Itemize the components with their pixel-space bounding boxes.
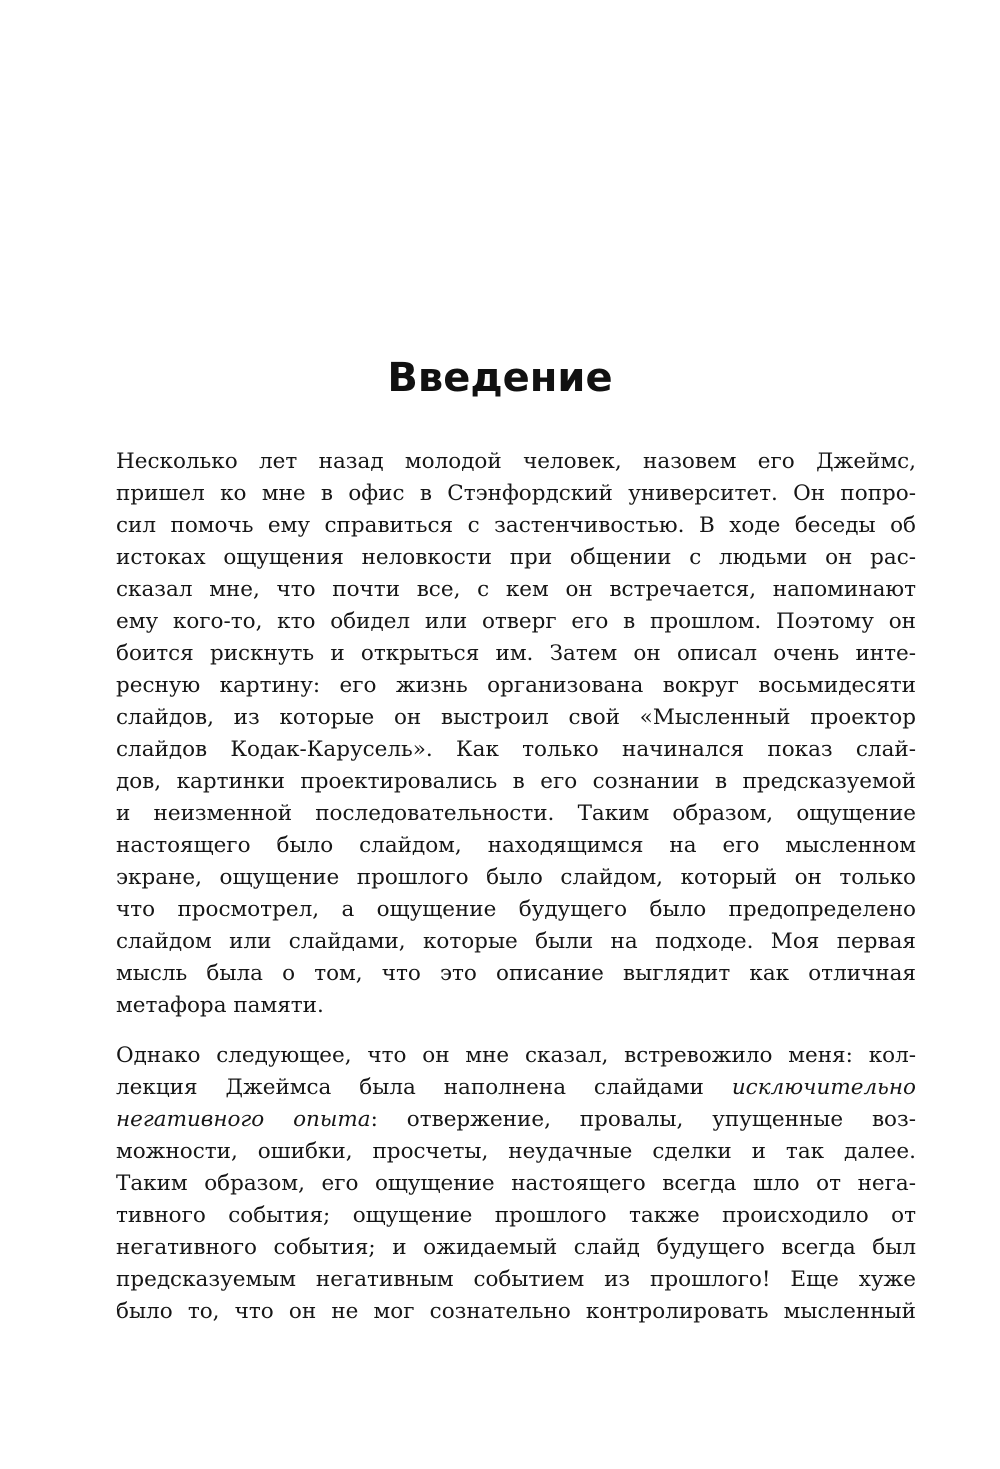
text-line: метафора памяти. [116,993,324,1018]
chapter-title: Введение [387,355,613,401]
text-run: : отвержение, провалы, упущенные воз- [370,1107,916,1132]
text-line: ресную картину: его жизнь организована вокруг восьмидесяти [116,673,916,698]
text-line [116,1104,916,1136]
text-line: слайдом или слайдами, которые были на подходе. Моя первая [116,929,916,954]
text-line: и неизменной последовательности. Таким образом, ощущение [116,801,916,826]
italic-emphasis: негативного опыта [116,1107,371,1132]
paragraph-2 [116,1040,916,1328]
text-line: истоках ощущения неловкости при общении с людьми он рас- [116,545,916,570]
text-line: экране, ощущение прошлого было слайдом, который он только [116,865,916,890]
text-line: слайдов, из которые он выстроил свой «Мысленный проектор [116,705,916,730]
text-line: сказал мне, что почти все, с кем он встречается, напоминают [116,577,916,602]
text-line: что просмотрел, а ощущение будущего было предопределено [116,897,916,922]
text-line: Однако следующее, что он мне сказал, встревожило меня: кол- [116,1043,916,1068]
text-line: сил помочь ему справиться с застенчивостью. В ходе беседы об [116,513,916,538]
text-line: можности, ошибки, просчеты, неудачные сделки и так далее. [116,1139,916,1164]
paragraph-1 [116,446,916,1022]
text-line: было то, что он не мог сознательно контролировать мысленный [116,1299,916,1324]
text-line: негативного события; и ожидаемый слайд будущего всегда был [116,1235,916,1260]
text-line: боится рискнуть и открыться им. Затем он описал очень инте- [116,641,916,666]
text-line: тивного события; ощущение прошлого также происходило от [116,1203,916,1228]
text-line: ему кого-то, кто обидел или отверг его в прошлом. Поэтому он [116,609,916,634]
text-line: мысль была о том, что это описание выглядит как отличная [116,961,916,986]
text-line: Таким образом, его ощущение настоящего всегда шло от нега- [116,1171,916,1196]
text-line: настоящего было слайдом, находящимся на его мысленном [116,833,916,858]
italic-emphasis: исключительно [731,1075,916,1100]
text-line: Несколько лет назад молодой человек, назовем его Джеймс, [116,449,916,474]
text-line: пришел ко мне в офис в Стэнфордский университет. Он попро- [116,481,916,506]
text-line [116,1072,916,1104]
text-line: слайдов Кодак-Карусель». Как только начинался показ слай- [116,737,916,762]
text-run: лекция Джеймса была наполнена слайдами [116,1075,732,1100]
text-line: предсказуемым негативным событием из прошлого! Еще хуже [116,1267,916,1292]
text-line: дов, картинки проектировались в его сознании в предсказуемой [116,769,916,794]
